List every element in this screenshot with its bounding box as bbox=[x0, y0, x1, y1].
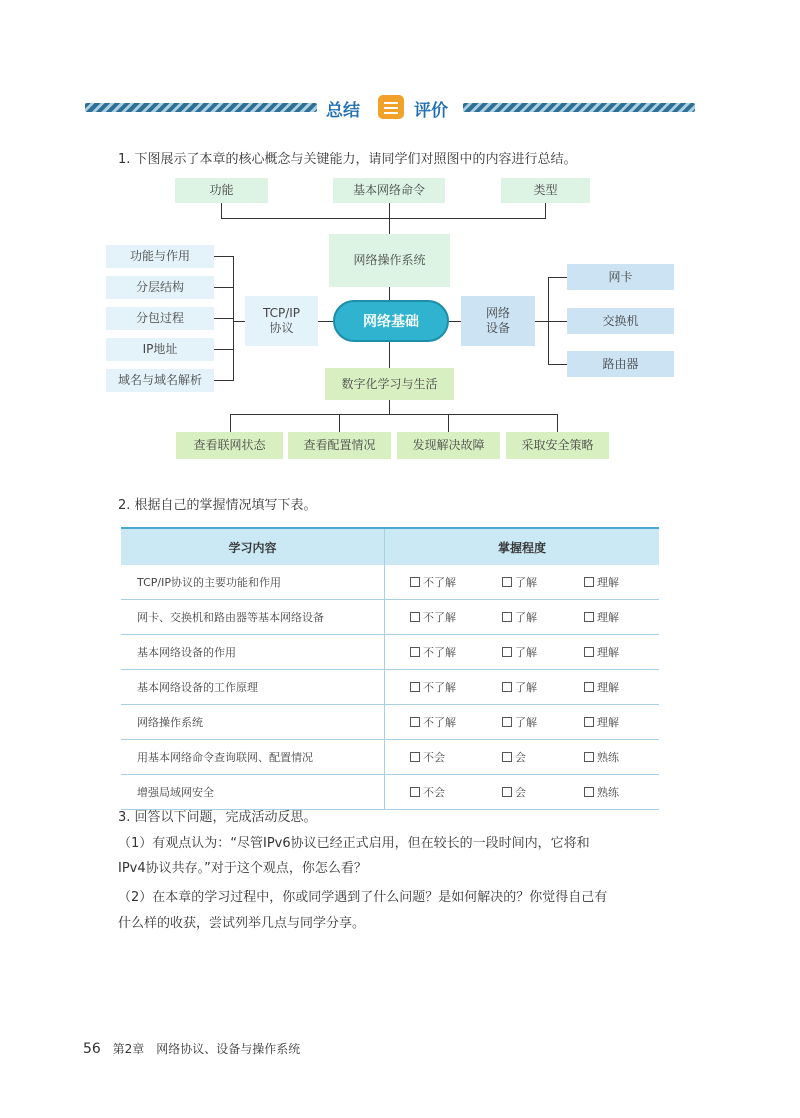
banner-stripe-right bbox=[463, 103, 695, 112]
option-label: 不会 bbox=[423, 786, 445, 799]
node-center: 网络基础 bbox=[333, 300, 449, 342]
row-content: 基本网络设备的工作原理 bbox=[121, 670, 385, 705]
option-label: 理解 bbox=[597, 611, 619, 624]
node-tcpip-layers: 分层结构 bbox=[106, 276, 214, 299]
level-option[interactable] bbox=[386, 749, 502, 765]
self-assessment-table bbox=[121, 527, 659, 810]
row-options bbox=[385, 670, 660, 705]
option-label: 熟练 bbox=[597, 786, 619, 799]
row-options bbox=[385, 775, 660, 810]
option-label: 了解 bbox=[515, 646, 537, 659]
row-content: 网卡、交换机和路由器等基本网络设备 bbox=[121, 600, 385, 635]
node-router: 路由器 bbox=[567, 351, 674, 377]
option-label: 会 bbox=[515, 751, 526, 764]
level-option[interactable] bbox=[386, 609, 502, 625]
checkbox[interactable] bbox=[410, 787, 420, 797]
level-option[interactable] bbox=[584, 574, 619, 590]
level-option[interactable] bbox=[502, 679, 584, 695]
checkbox[interactable] bbox=[410, 612, 420, 622]
node-tcpip-function: 功能与作用 bbox=[106, 245, 214, 268]
level-option[interactable] bbox=[502, 609, 584, 625]
question-3-p1-line2: IPv4协议共存。”对于这个观点，你怎么看？ bbox=[118, 861, 367, 876]
banner-stripe-left bbox=[85, 103, 317, 112]
banner-title-right: 评价 bbox=[414, 101, 448, 121]
option-label: 了解 bbox=[515, 716, 537, 729]
node-nic: 网卡 bbox=[567, 264, 674, 290]
checkbox[interactable] bbox=[584, 577, 594, 587]
notebook-icon bbox=[378, 95, 404, 119]
checkbox[interactable] bbox=[502, 682, 512, 692]
node-types: 类型 bbox=[501, 178, 590, 203]
level-option[interactable] bbox=[584, 644, 619, 660]
option-label: 了解 bbox=[515, 576, 537, 589]
level-option[interactable] bbox=[386, 574, 502, 590]
node-check-status: 查看联网状态 bbox=[176, 432, 283, 459]
question-2: 2. 根据自己的掌握情况填写下表。 bbox=[118, 498, 317, 513]
level-option[interactable] bbox=[386, 714, 502, 730]
checkbox[interactable] bbox=[502, 612, 512, 622]
row-content: 用基本网络命令查询联网、配置情况 bbox=[121, 740, 385, 775]
row-options bbox=[385, 600, 660, 635]
table-row bbox=[121, 740, 659, 775]
row-content: 网络操作系统 bbox=[121, 705, 385, 740]
level-option[interactable] bbox=[386, 679, 502, 695]
option-label: 会 bbox=[515, 786, 526, 799]
row-options bbox=[385, 740, 660, 775]
level-option[interactable] bbox=[502, 749, 584, 765]
question-3-title: 3. 回答以下问题，完成活动反思。 bbox=[118, 810, 317, 825]
option-label: 熟练 bbox=[597, 751, 619, 764]
table-header-level: 掌握程度 bbox=[385, 528, 660, 565]
question-3-p1-line1: （1）有观点认为：“尽管IPv6协议已经正式启用，但在较长的一段时间内，它将和 bbox=[118, 836, 590, 851]
table-row bbox=[121, 635, 659, 670]
table-header-content: 学习内容 bbox=[121, 528, 385, 565]
row-options bbox=[385, 705, 660, 740]
banner-title bbox=[326, 95, 454, 119]
section-banner bbox=[85, 95, 695, 119]
row-content: 增强局域网安全 bbox=[121, 775, 385, 810]
level-option[interactable] bbox=[502, 714, 584, 730]
level-option[interactable] bbox=[584, 784, 619, 800]
page-footer bbox=[83, 1040, 300, 1057]
question-3-p2-line2: 什么样的收获，尝试列举几点与同学分享。 bbox=[118, 916, 366, 931]
table-row bbox=[121, 705, 659, 740]
option-label: 了解 bbox=[515, 611, 537, 624]
node-tcpip-dns: 域名与域名解析 bbox=[106, 369, 214, 392]
option-label: 理解 bbox=[597, 716, 619, 729]
checkbox[interactable] bbox=[410, 752, 420, 762]
node-tcpip-packets: 分包过程 bbox=[106, 307, 214, 330]
checkbox[interactable] bbox=[584, 612, 594, 622]
level-option[interactable] bbox=[386, 784, 502, 800]
checkbox[interactable] bbox=[502, 787, 512, 797]
option-label: 不了解 bbox=[423, 646, 456, 659]
checkbox[interactable] bbox=[584, 787, 594, 797]
checkbox[interactable] bbox=[584, 717, 594, 727]
page-number: 56 bbox=[83, 1041, 101, 1057]
question-1: 1. 下图展示了本章的核心概念与关键能力，请同学们对照图中的内容进行总结。 bbox=[118, 152, 577, 167]
chapter-title: 第2章 网络协议、设备与操作系统 bbox=[112, 1042, 301, 1056]
node-function: 功能 bbox=[175, 178, 268, 203]
table-body bbox=[121, 565, 659, 810]
level-option[interactable] bbox=[502, 784, 584, 800]
level-option[interactable] bbox=[502, 574, 584, 590]
checkbox[interactable] bbox=[502, 647, 512, 657]
option-label: 理解 bbox=[597, 576, 619, 589]
row-content: 基本网络设备的作用 bbox=[121, 635, 385, 670]
node-digital-learning: 数字化学习与生活 bbox=[325, 368, 454, 400]
node-tcpip-ip: IP地址 bbox=[106, 338, 214, 361]
checkbox[interactable] bbox=[410, 577, 420, 587]
table-row bbox=[121, 775, 659, 810]
level-option[interactable] bbox=[584, 749, 619, 765]
option-label: 不了解 bbox=[423, 576, 456, 589]
table-row bbox=[121, 670, 659, 705]
checkbox[interactable] bbox=[410, 717, 420, 727]
level-option[interactable] bbox=[502, 644, 584, 660]
node-devices: 网络 设备 bbox=[461, 296, 535, 346]
table-row bbox=[121, 565, 659, 600]
option-label: 了解 bbox=[515, 681, 537, 694]
checkbox[interactable] bbox=[584, 647, 594, 657]
level-option[interactable] bbox=[584, 679, 619, 695]
option-label: 不了解 bbox=[423, 716, 456, 729]
option-label: 不会 bbox=[423, 751, 445, 764]
node-switch: 交换机 bbox=[567, 308, 674, 334]
node-network-os: 网络操作系统 bbox=[329, 234, 450, 287]
question-3-p2-line1: （2）在本章的学习过程中，你或同学遇到了什么问题？是如何解决的？你觉得自己有 bbox=[118, 890, 608, 905]
level-option[interactable] bbox=[584, 609, 619, 625]
node-basic-commands: 基本网络命令 bbox=[333, 178, 445, 203]
row-options bbox=[385, 635, 660, 670]
checkbox[interactable] bbox=[410, 682, 420, 692]
checkbox[interactable] bbox=[502, 752, 512, 762]
node-security: 采取安全策略 bbox=[506, 432, 609, 459]
node-check-config: 查看配置情况 bbox=[288, 432, 391, 459]
option-label: 不了解 bbox=[423, 611, 456, 624]
checkbox[interactable] bbox=[584, 752, 594, 762]
option-label: 理解 bbox=[597, 646, 619, 659]
checkbox[interactable] bbox=[502, 717, 512, 727]
node-tcpip: TCP/IP 协议 bbox=[245, 296, 318, 346]
banner-title-left: 总结 bbox=[326, 101, 360, 121]
checkbox[interactable] bbox=[502, 577, 512, 587]
option-label: 理解 bbox=[597, 681, 619, 694]
table-row bbox=[121, 600, 659, 635]
node-fix-faults: 发现解决故障 bbox=[397, 432, 500, 459]
row-content: TCP/IP协议的主要功能和作用 bbox=[121, 565, 385, 600]
level-option[interactable] bbox=[386, 644, 502, 660]
checkbox[interactable] bbox=[410, 647, 420, 657]
checkbox[interactable] bbox=[584, 682, 594, 692]
level-option[interactable] bbox=[584, 714, 619, 730]
option-label: 不了解 bbox=[423, 681, 456, 694]
row-options bbox=[385, 565, 660, 600]
